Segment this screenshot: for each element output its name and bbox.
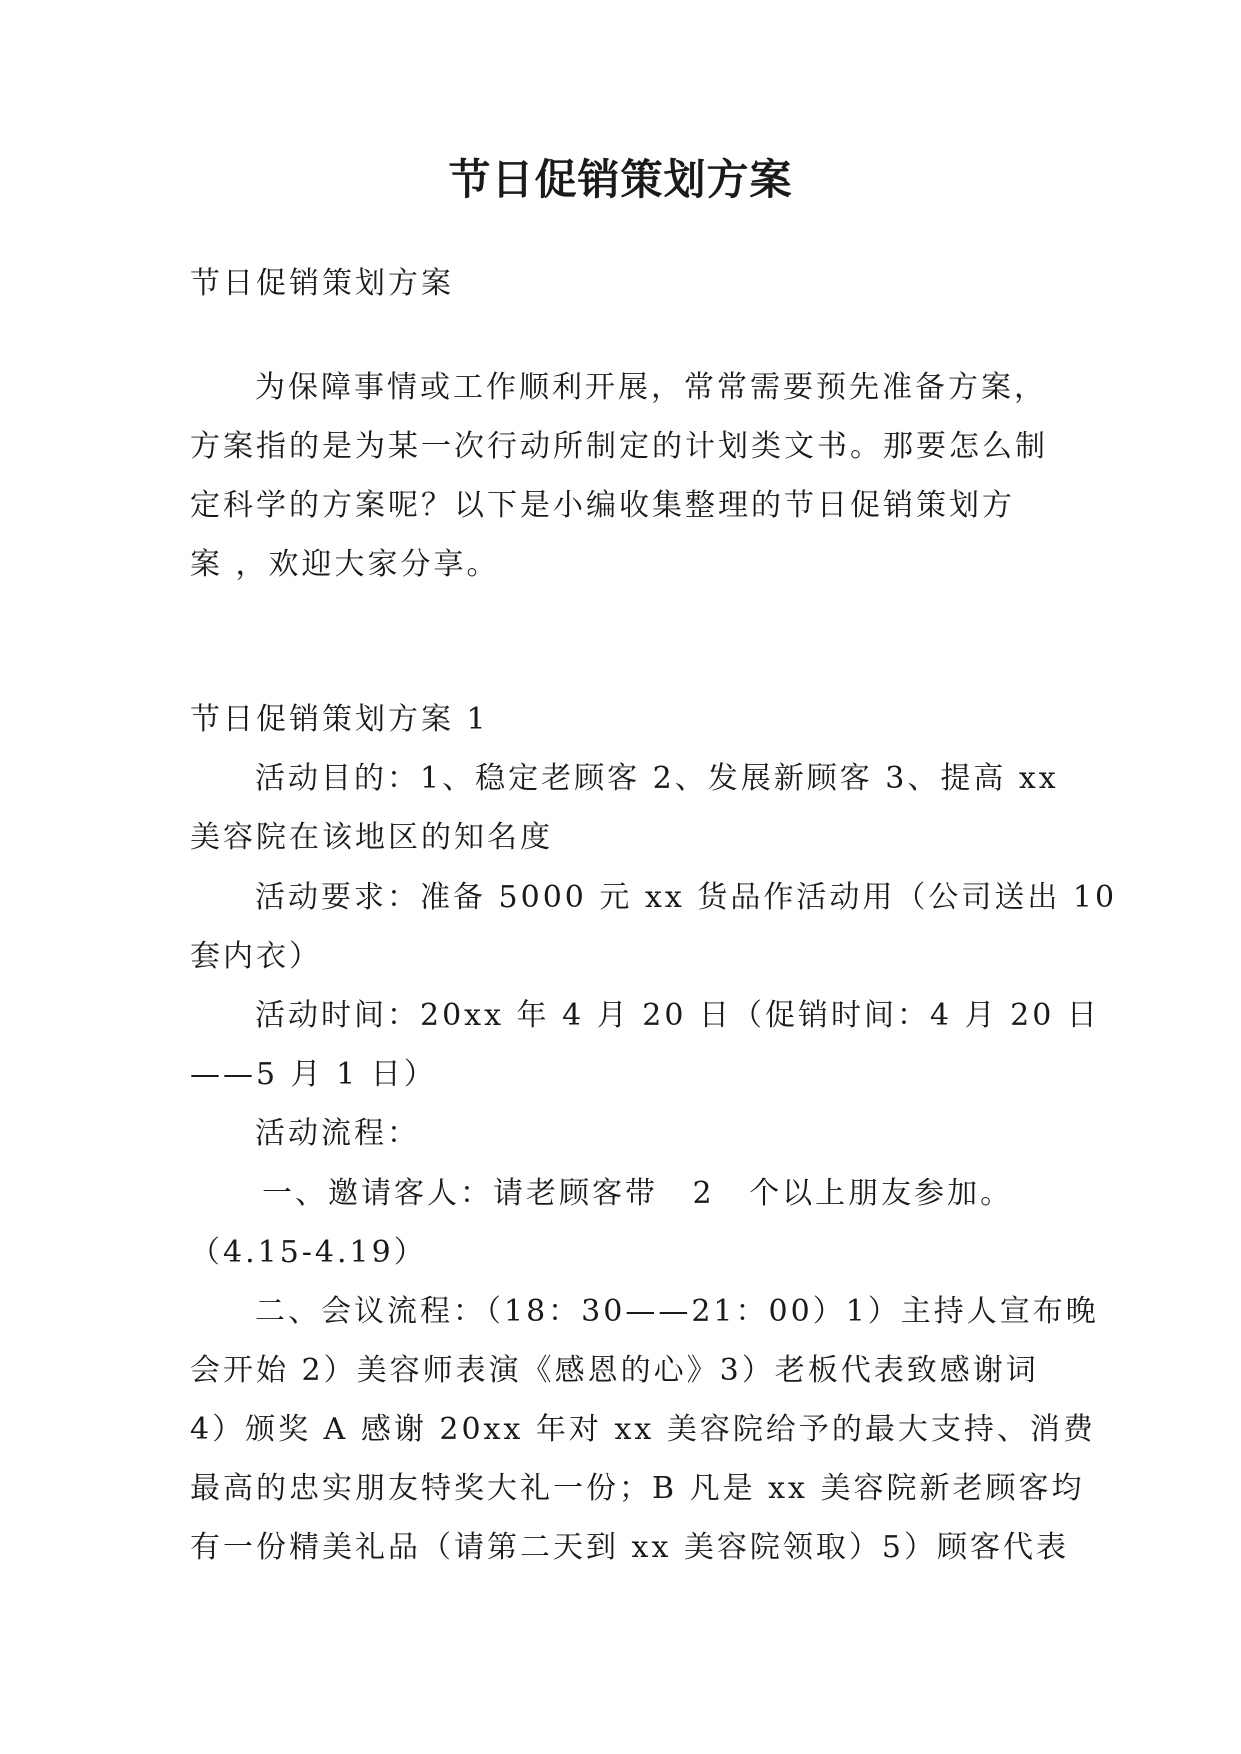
invite-line-2: （4.15-4.19） [190, 1235, 427, 1270]
invite-line-1: 一、邀请客人：请老顾客带 2 个以上朋友参加。 [262, 1176, 1014, 1211]
document-title: 节日促销策划方案 [448, 155, 793, 204]
process-heading: 活动流程： [255, 1116, 420, 1151]
requirement-line-1: 活动要求：准备 5000 元 xx 货品作活动用（公司送出 10 [255, 880, 1118, 915]
section-heading: 节日促销策划方案 1 [190, 702, 489, 737]
document-subtitle: 节日促销策划方案 [190, 266, 454, 301]
purpose-line-1: 活动目的：1、稳定老顾客 2、发展新顾客 3、提高 xx [255, 761, 1059, 796]
purpose-line-2: 美容院在该地区的知名度 [190, 820, 553, 855]
intro-line-3: 定科学的方案呢？以下是小编收集整理的节日促销策划方 [190, 488, 1015, 523]
requirement-line-2: 套内衣） [190, 939, 322, 974]
time-line-1: 活动时间：20xx 年 4 月 20 日（促销时间：4 月 20 日 [255, 998, 1100, 1033]
meeting-line-1: 二、会议流程：（18：30——21：00）1）主持人宣布晚 [255, 1294, 1099, 1329]
intro-line-4: 案 ，欢迎大家分享。 [190, 547, 500, 582]
intro-line-2: 方案指的是为某一次行动所制定的计划类文书。那要怎么制 [190, 429, 1048, 464]
meeting-line-5: 有一份精美礼品（请第二天到 xx 美容院领取）5）顾客代表 [190, 1530, 1069, 1565]
time-line-2: ——5 月 1 日） [190, 1057, 437, 1092]
meeting-line-3: 4）颁奖 A 感谢 20xx 年对 xx 美容院给予的最大支持、消费 [190, 1412, 1096, 1447]
intro-line-1: 为保障事情或工作顺利开展，常常需要预先准备方案， [255, 370, 1047, 405]
meeting-line-4: 最高的忠实朋友特奖大礼一份；B 凡是 xx 美容院新老顾客均 [190, 1471, 1085, 1506]
meeting-line-2: 会开始 2）美容师表演《感恩的心》3）老板代表致感谢词 [190, 1353, 1039, 1388]
